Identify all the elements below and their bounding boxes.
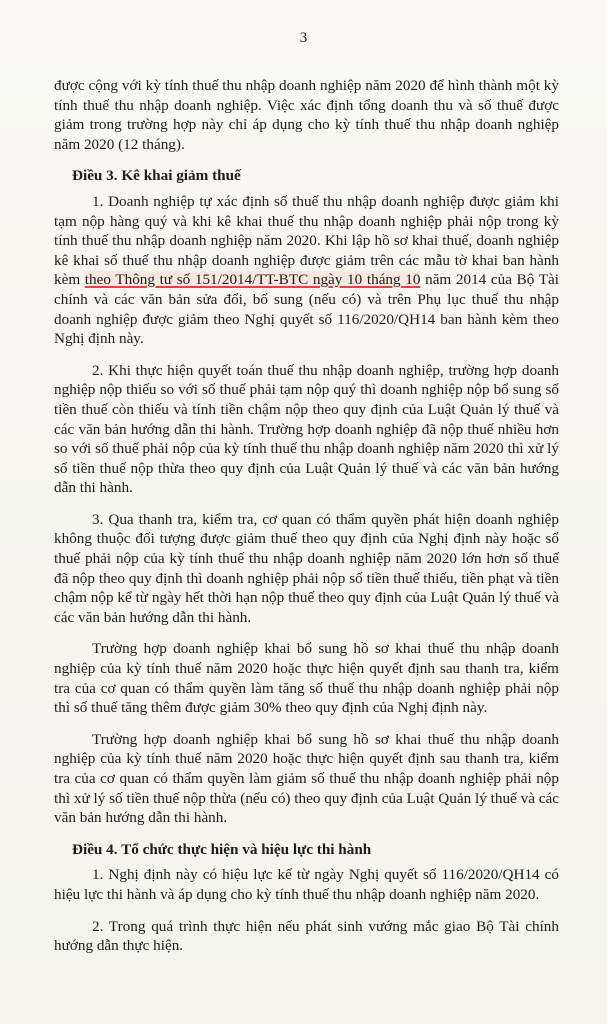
article-3-clause-3: 3. Qua thanh tra, kiểm tra, cơ quan có thẩm quyền phát hiện doanh nghiệp không thuộc đối tượng được giảm thuế theo quy định của Nghị định này hoặc số thuế phải nộp của kỳ tính thuế thu nhập doanh nghiệp năm 2020 lớn hơn số thuế đã nộp theo quy định thì doanh nghiệp phải nộp số tiền thuế thiếu, tiền phạt và tiền chậm nộp kể từ ngày hết thời hạn nộp thuế theo quy định của Luật Quản lý thuế và các văn bản hướng dẫn thi hành. bbox=[54, 510, 559, 626]
article-3-clause-2: 2. Khi thực hiện quyết toán thuế thu nhập doanh nghiệp, trường hợp doanh nghiệp nộp thiếu so với số thuế phải tạm nộp quý thì doanh nghiệp nộp bổ sung số tiền thuế còn thiếu và tính tiền chậm nộp theo quy định của Luật Quản lý thuế và các văn bản hướng dẫn thi hành. Trường hợp doanh nghiệp đã nộp thuế nhiều hơn so với số thuế phải nộp của kỳ tính thuế thu nhập doanh nghiệp năm 2020 thì xử lý số tiền thuế nộp thừa theo quy định của Luật Quản lý thuế và các văn bản hướng dẫn thi hành. bbox=[54, 361, 559, 497]
article-4-clause-1: 1. Nghị định này có hiệu lực kể từ ngày Nghị quyết số 116/2020/QH14 có hiệu lực thi hành và áp dụng cho kỳ tính thuế thu nhập doanh nghiệp năm 2020. bbox=[54, 866, 559, 903]
article-3-clause-1 bbox=[54, 192, 559, 349]
article-3-case-increase: Trường hợp doanh nghiệp khai bổ sung hồ sơ khai thuế thu nhập doanh nghiệp của kỳ tính thuế năm 2020 hoặc thực hiện quyết định sau thanh tra, kiểm tra của cơ quan có thẩm quyền làm tăng số thuế thu nhập doanh nghiệp phải nộp thì số thuế tăng thêm được giảm 30% theo quy định của Nghị định này. bbox=[54, 640, 559, 717]
article-3-case-decrease: Trường hợp doanh nghiệp khai bổ sung hồ sơ khai thuế thu nhập doanh nghiệp của kỳ tính thuế năm 2020 hoặc thực hiện quyết định sau thanh tra, kiểm tra của cơ quan có thẩm quyền làm giảm số thuế thu nhập doanh nghiệp phải nộp thì xử lý số tiền thuế nộp thừa (nếu có) theo quy định của Luật Quản lý thuế và các văn bản hướng dẫn thi hành. bbox=[54, 730, 559, 827]
article-3-heading: Điều 3. Kê khai giảm thuế bbox=[72, 167, 241, 185]
document-body bbox=[54, 76, 559, 968]
clause-1-text-a: 1. Doanh nghiệp tự xác định số thuế thu nhập doanh nghiệp được giảm khi tạm nộp hàng quý và khi kê khai thuế thu nhập doanh nghiệp phải nộp trong kỳ tính thuế thu nhập doanh nghiệp năm 2020. Khi lập hồ sơ khai thuế, doanh nghiệp kê khai số thuế thu nhập doanh nghiệp được giảm trên các mẫu tờ khai ban hành kèm bbox=[54, 192, 559, 289]
highlighted-circular-reference: theo Thông tư số 151/2014/TT-BTC ngày 10 tháng 10 bbox=[84, 271, 421, 289]
article-4-heading: Điều 4. Tổ chức thực hiện và hiệu lực thi hành bbox=[72, 840, 372, 858]
article-4-clause-2: 2. Trong quá trình thực hiện nếu phát sinh vướng mắc giao Bộ Tài chính hướng dẫn thực hiện. bbox=[54, 917, 559, 955]
page-number: 3 bbox=[299, 30, 308, 46]
paragraph-intro: được cộng với kỳ tính thuế thu nhập doanh nghiệp năm 2020 để hình thành một kỳ tính thuế thu nhập doanh nghiệp. Việc xác định tổng doanh thu và số thuế được giảm trong trường hợp này chỉ áp dụng cho kỳ tính thuế thu nhập doanh nghiệp năm 2020 (12 tháng). bbox=[54, 77, 559, 153]
clause-1-text-b: năm 2014 của Bộ Tài chính và các văn bản sửa đổi, bổ sung (nếu có) và trên Phụ lục thuế thu nhập doanh nghiệp được giảm theo Nghị quyết số 116/2020/QH14 ban hành kèm theo Nghị định này. bbox=[54, 271, 559, 348]
